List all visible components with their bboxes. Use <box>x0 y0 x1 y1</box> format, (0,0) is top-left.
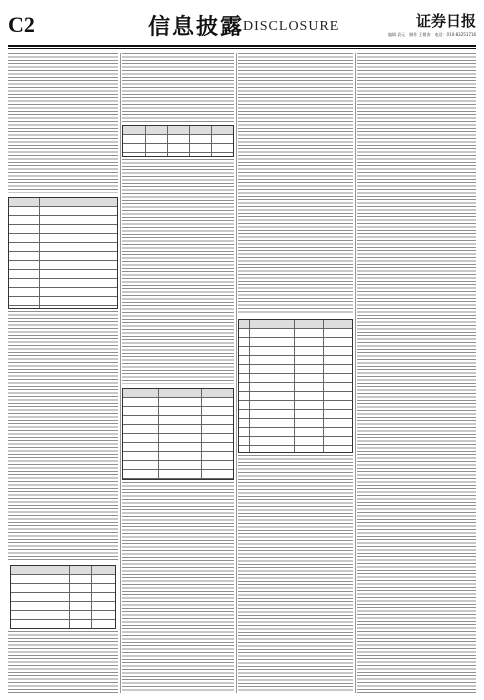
article-column <box>8 53 118 693</box>
data-table <box>122 125 234 157</box>
body-text-block <box>8 53 118 193</box>
body-text-block <box>8 311 118 561</box>
article-column <box>357 53 476 693</box>
newspaper-masthead: 证券日报 <box>415 12 476 30</box>
header-rule <box>8 45 476 47</box>
data-table <box>10 565 116 629</box>
column-divider <box>236 53 237 693</box>
info-table <box>8 197 118 309</box>
section-title: 信息披露 <box>148 14 245 40</box>
article-column <box>238 53 353 693</box>
data-table <box>238 319 353 453</box>
editor-line: 编辑 袁元 制作 王敬涛 电话：010-83251716 <box>388 32 476 37</box>
body-text-block <box>238 455 353 693</box>
page-header <box>8 10 476 44</box>
body-text-block <box>238 53 353 315</box>
body-text-block <box>8 631 118 693</box>
page-number: C2 <box>8 12 35 37</box>
body-text-block <box>122 159 234 384</box>
column-divider <box>355 53 356 693</box>
column-divider <box>120 53 121 693</box>
header-rule-thin <box>8 48 476 49</box>
body-text-block <box>122 53 234 123</box>
article-column <box>122 53 234 693</box>
section-title-english: DISCLOSURE <box>243 19 340 34</box>
body-text-block <box>122 482 234 693</box>
data-table <box>122 388 234 480</box>
body-text-block <box>357 53 476 693</box>
